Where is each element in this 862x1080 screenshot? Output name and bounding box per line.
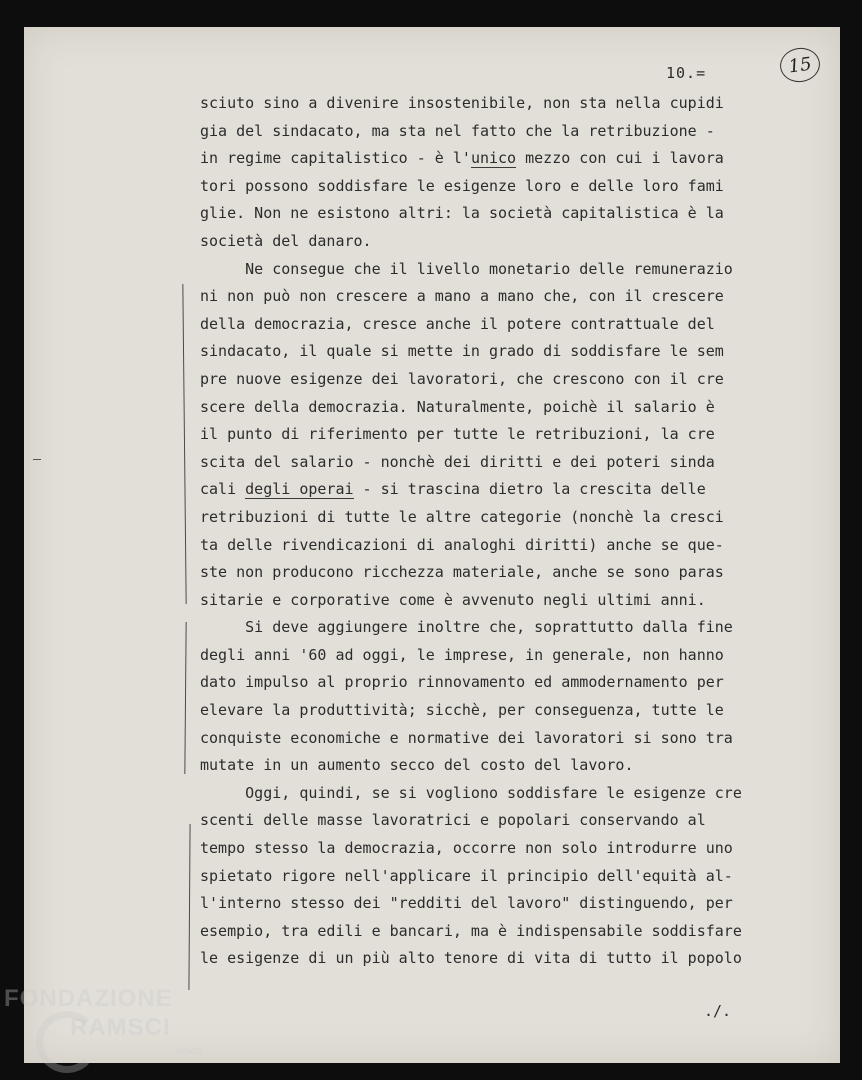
- text-segment: sindacato, il quale si mette in grado di soddisfare le sem: [200, 342, 724, 361]
- text-line: [200, 173, 800, 201]
- text-segment: gia del sindacato, ma sta nel fatto che la retribuzione -: [200, 121, 715, 140]
- text-segment: Oggi, quindi, se si vogliono soddisfare le esigenze cre: [200, 783, 742, 802]
- text-line: [200, 835, 800, 863]
- text-segment: elevare la produttività; sicchè, per conseguenza, tutte le: [200, 701, 724, 720]
- text-segment: esempio, tra edili e bancari, ma è indispensabile soddisfare: [200, 921, 742, 940]
- text-segment: cali: [200, 480, 246, 499]
- text-line: [200, 504, 800, 532]
- text-segment: scere della democrazia. Naturalmente, poichè il salario è: [200, 397, 715, 416]
- text-segment: mutate in un aumento secco del costo del lavoro.: [200, 756, 634, 775]
- text-segment: sciuto sino a divenire insostenibile, non sta nella cupidi: [200, 94, 724, 112]
- text-segment: l'interno stesso dei "redditi del lavoro" distinguendo, per: [200, 894, 733, 913]
- text-line: [200, 366, 800, 394]
- typed-body-text: [200, 90, 800, 973]
- text-segment: Ne consegue che il livello monetario delle remunerazio: [200, 259, 733, 278]
- text-line: [200, 283, 800, 311]
- text-line: [200, 669, 800, 697]
- text-segment: glie. Non ne esistono altri: la società capitalistica è la: [200, 204, 724, 223]
- watermark-line3: onlus: [176, 1045, 203, 1057]
- text-line: [200, 863, 800, 891]
- text-line: [200, 532, 800, 560]
- text-line: [200, 421, 800, 449]
- watermark-line2: RAMSCI: [70, 1014, 171, 1041]
- page-stamp: [778, 45, 822, 84]
- text-line: [200, 338, 800, 366]
- text-segment: ni non può non crescere a mano a mano che, con il crescere: [200, 287, 724, 306]
- text-line: [200, 780, 800, 808]
- text-segment: dato impulso al proprio rinnovamento ed ammodernamento per: [200, 673, 724, 692]
- text-line: [200, 200, 800, 228]
- text-line: [200, 256, 800, 284]
- text-line: [200, 697, 800, 725]
- text-line: [200, 752, 800, 780]
- text-segment: società del danaro.: [200, 231, 372, 250]
- text-segment: in regime capitalistico - è l': [200, 149, 471, 168]
- text-segment: spietato rigore nell'applicare il principio dell'equità al-: [200, 866, 733, 885]
- text-segment: tempo stesso la democrazia, occorre non solo introdurre uno: [200, 839, 733, 858]
- fondazione-gramsci-watermark: [4, 985, 224, 1075]
- margin-mark-line: [182, 284, 186, 604]
- text-segment: mezzo con cui i lavora: [516, 149, 724, 168]
- text-line: [200, 394, 800, 422]
- text-segment: tori possono soddisfare le esigenze loro e delle loro fami: [200, 176, 724, 195]
- margin-tick: [33, 459, 41, 460]
- stamp-number: 15: [787, 53, 813, 77]
- text-line: [200, 642, 800, 670]
- text-segment: scenti delle masse lavoratrici e popolari conservando al: [200, 811, 706, 830]
- text-segment: degli anni '60 ad oggi, le imprese, in generale, non hanno: [200, 645, 724, 664]
- text-line: [200, 918, 800, 946]
- text-line: [200, 118, 800, 146]
- text-line: [200, 945, 800, 973]
- text-line: [200, 807, 800, 835]
- text-segment: - si trascina dietro la crescita delle: [353, 480, 706, 499]
- text-segment: sitarie e corporative come è avvenuto negli ultimi anni.: [200, 590, 706, 609]
- margin-mark-line: [188, 824, 190, 990]
- text-segment: della democrazia, cresce anche il potere contrattuale del: [200, 314, 715, 333]
- page-number: 10.=: [666, 64, 707, 82]
- watermark-line1: FONDAZIONE: [4, 985, 173, 1012]
- text-segment: Si deve aggiungere inoltre che, soprattutto dalla fine: [200, 618, 733, 637]
- underlined-word: unico: [470, 149, 517, 168]
- text-line: [200, 725, 800, 753]
- text-line: [200, 449, 800, 477]
- text-line: [200, 476, 800, 504]
- text-line: [200, 559, 800, 587]
- text-segment: conquiste economiche e normative dei lavoratori si sono tra: [200, 728, 733, 747]
- text-line: [200, 228, 800, 256]
- text-segment: scita del salario - nonchè dei diritti e dei poteri sinda: [200, 452, 715, 471]
- text-line: [200, 145, 800, 173]
- margin-mark-line: [184, 622, 186, 774]
- text-segment: ste non producono ricchezza materiale, anche se sono paras: [200, 563, 724, 582]
- text-line: [200, 90, 800, 118]
- text-segment: le esigenze di un più alto tenore di vita di tutto il popolo: [200, 949, 742, 968]
- text-line: [200, 587, 800, 615]
- text-segment: retribuzioni di tutte le altre categorie (nonchè la cresci: [200, 507, 724, 526]
- text-segment: il punto di riferimento per tutte le retribuzioni, la cre: [200, 425, 715, 444]
- document-page: [24, 27, 840, 1063]
- text-segment: ta delle rivendicazioni di analoghi diritti) anche se que-: [200, 535, 724, 554]
- underlined-word: degli operai: [245, 480, 354, 499]
- continuation-mark: ./.: [704, 1002, 732, 1020]
- text-line: [200, 311, 800, 339]
- text-segment: pre nuove esigenze dei lavoratori, che crescono con il cre: [200, 369, 724, 388]
- text-line: [200, 890, 800, 918]
- text-line: [200, 614, 800, 642]
